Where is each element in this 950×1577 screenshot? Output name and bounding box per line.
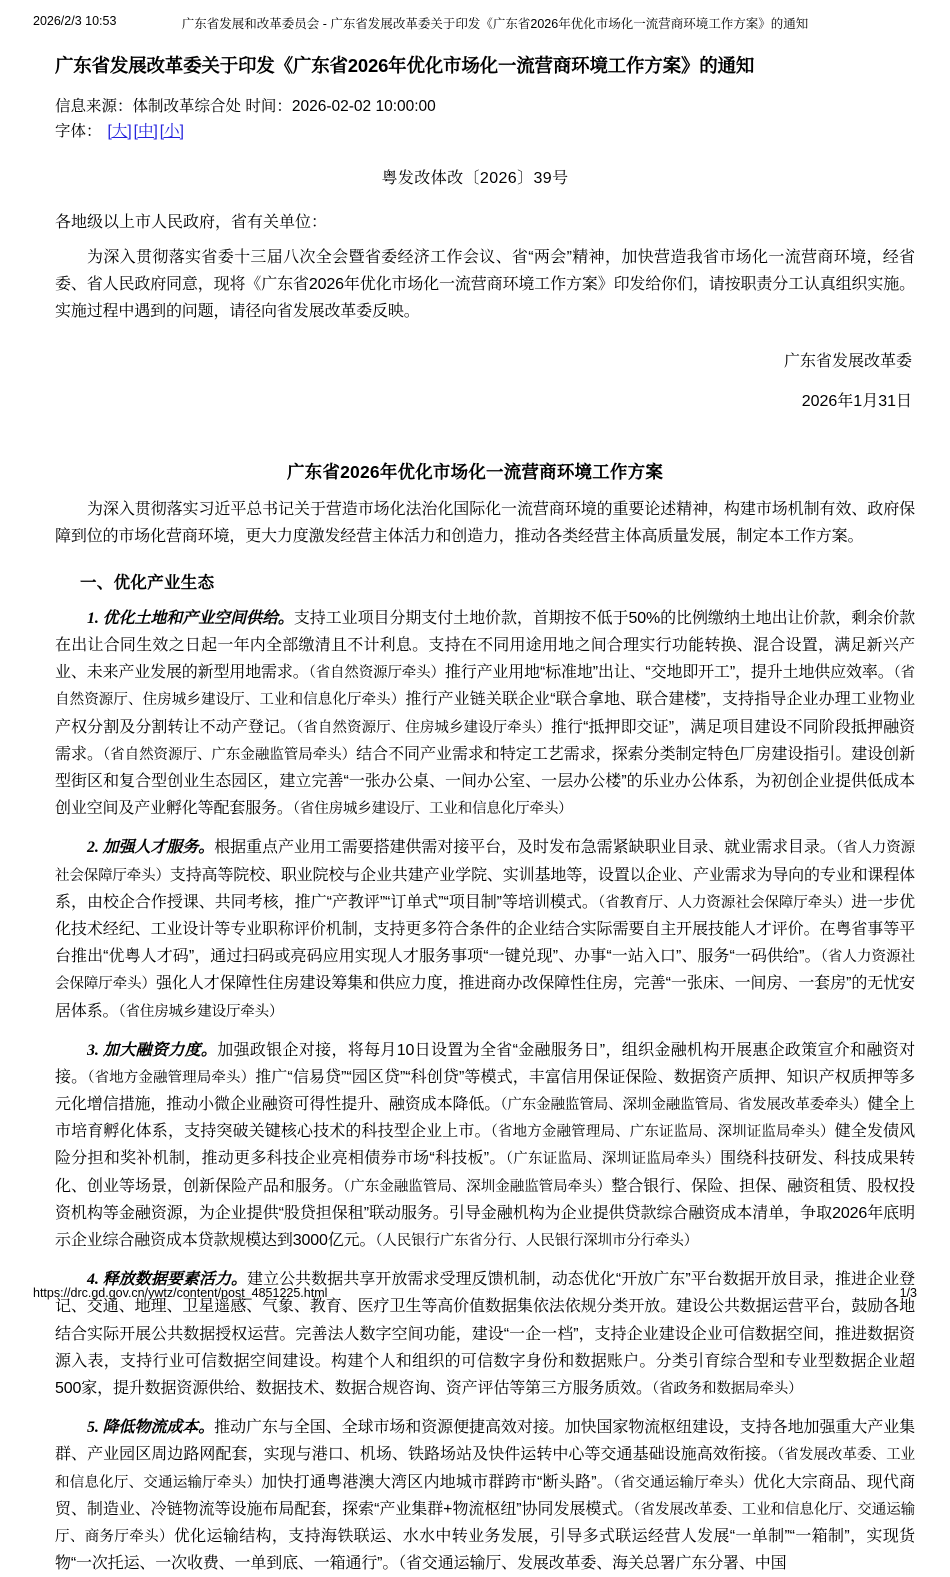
font-size-medium-link[interactable]: [中] (133, 122, 158, 140)
plan-item-1-lead: 1. 优化土地和产业空间供给。 (87, 609, 294, 627)
document-salutation: 各地级以上市人民政府，省有关单位： (55, 213, 328, 231)
plan-item-1 (0, 593, 950, 823)
document-number: 粤发改体改〔2026〕39号 (381, 169, 569, 187)
lead-department-note: （省住房城乡建设厅牵头） (118, 1003, 284, 1020)
section-heading-1: 一、优化产业生态 (80, 573, 215, 592)
print-footer-page-number: 1/3 (899, 1286, 917, 1300)
print-header-title: 广东省发展和改革委员会 - 广东省发展改革委关于印发《广东省2026年优化市场化一流营商环境工作方案》的通知 (181, 17, 809, 31)
lead-department-note: （广东证监局、深圳证监局牵头） (505, 1151, 721, 1168)
print-header-date: 2026/2/3 10:53 (33, 14, 117, 28)
plan-item-1-body: 支持工业项目分期支付土地价款，首期按不低于50%的比例缴纳土地出让价款，剩余价款在出让合同生效之日起一年内全部缴清且不计利息。支持在不同用途用地之间合理实行功能转换、混合设置，满足新兴产业、未来产业发展的新型用地需求。（省自然资源厅牵头）推行产业用地“标准地”出让、“交地即开工”，提升土地供应效率。（省自然资源厅、住房城乡建设厅、工业和信息化厅牵头）推行产业链关联企业“联合拿地、联合建楼”，支持指导企业办理工业物业产权分割及分割转让不动产登记。（省自然资源厅、住房城乡建设厅牵头）推行“抵押即交证”，满足项目建设不同阶段抵押融资需求。（省自然资源厅、广东金融监管局牵头）结合不同产业需求和特定工艺需求，探索分类制定特色厂房建设指引。建设创新型街区和复合型创业生态园区，建立完善“一张办公桌、一间办公室、一层办公楼”的乐业办公体系，为初创企业提供低成本创业空间及产业孵化等配套服务。（省住房城乡建设厅、工业和信息化厅牵头） (55, 609, 915, 818)
document-meta (0, 80, 950, 144)
plan-item-3-lead: 3. 加大融资力度。 (87, 1041, 218, 1059)
meta-source-value: 体制改革综合处 (132, 97, 242, 115)
plan-item-5-body: 推动广东与全国、全球市场和资源便捷高效对接。加快国家物流枢纽建设，支持各地加强重大产业集群、产业园区周边路网配套，实现与港口、机场、铁路场站及快件运转中心等交通基础设施高效衔接。（省发展改革委、工业和信息化厅、交通运输厅牵头）加快打通粤港澳大湾区内地城市群跨市“断头路”。（省交通运输厅牵头）优化大宗商品、现代商贸、制造业、冷链物流等设施布局配套，探索“产业集群+物流枢纽”协同发展模式。（省发展改革委、工业和信息化厅、交通运输厅、商务厅牵头）优化运输结构，支持海铁联运、水水中转业务发展，引导多式联运经营人发展“一单制”“一箱制”，实现货物“一次托运、一次收费、一单到底、一箱通行”。（省交通运输厅、发展改革委、海关总署广东分署、中国 (55, 1419, 916, 1573)
lead-department-note: （省交通运输厅牵头） (613, 1474, 754, 1491)
lead-department-note: （省人力资源社会保障厅牵头） (55, 840, 915, 884)
print-footer (0, 1286, 950, 1306)
plan-item-4-body: 建立公共数据共享开放需求受理反馈机制，动态优化“开放广东”平台数据开放目录，推进企业登记、交通、地理、卫星遥感、气象、教育、医疗卫生等高价值数据集依法依规分类开放。建设公共数据运营平台，鼓励各地结合实际开展公共数据授权运营。完善法人数字空间功能，建设“一企一档”，支持企业建设企业可信数据空间，推进数据资源入表，支持行业可信数据空间建设。构建个人和组织的可信数字身份和数据账户。分类引育综合型和专业型数据企业超500家，提升数据资源供给、数据技术、数据合规咨询、资产评估等第三方服务质效。（省政务和数据局牵头） (55, 1271, 915, 1397)
meta-source-time-row (55, 94, 895, 119)
meta-font-label: 字体： (55, 122, 102, 140)
plan-item-2-body: 根据重点产业用工需要搭建供需对接平台，及时发布急需紧缺职业目录、就业需求目录。（省人力资源社会保障厅牵头）支持高等院校、职业院校与企业共建产业学院、实训基地等，设置以企业、产业需求为导向的专业和课程体系，由校企合作授课、共同考核，推广“产教评”“订单式”“项目制”等培训模式。（省教育厅、人力资源社会保障厅牵头）进一步优化技术经纪、工业设计等专业职称评价机制，支持更多符合条件的企业结合实际需要自主开展技能人才评价。在粤省事等平台推出“优粤人才码”，通过扫码或亮码应用实现人才服务事项“一键兑现”、办事“一站入口”、服务“一码供给”。（省人力资源社会保障厅牵头）强化人才保障性住房建设筹集和供应力度，推进商办改保障性住房，完善“一张床、一间房、一套房”的无忧安居体系。（省住房城乡建设厅牵头） (55, 839, 916, 1020)
lead-department-note: （省自然资源厅、住房城乡建设厅、工业和信息化厅牵头） (55, 665, 915, 709)
plan-item-4-lead: 4. 释放数据要素活力。 (87, 1271, 248, 1289)
lead-department-note: （省发展改革委、工业和信息化厅、交通运输厅牵头） (55, 1447, 915, 1491)
lead-department-note: （广东金融监管局、深圳金融监管局、省发展改革委牵头） (500, 1097, 868, 1114)
meta-time-label: 时间： (245, 97, 292, 115)
plan-item-5 (0, 1402, 950, 1577)
plan-title: 广东省2026年优化市场化一流营商环境工作方案 (286, 461, 664, 482)
print-footer-url: https://drc.gd.gov.cn/ywtz/content/post_4851225.html (33, 1286, 328, 1300)
lead-department-note: （省政务和数据局牵头） (651, 1380, 803, 1397)
meta-source-label: 信息来源： (55, 97, 133, 115)
lead-department-note: （省自然资源厅牵头） (308, 665, 445, 682)
lead-department-note: （省自然资源厅、住房城乡建设厅牵头） (296, 719, 551, 736)
plan-item-4 (0, 1254, 950, 1402)
lead-department-note: （省人力资源社会保障厅牵头） (55, 949, 915, 993)
plan-item-2-lead: 2. 加强人才服务。 (87, 839, 215, 857)
plan-item-3 (0, 1025, 950, 1255)
lead-department-note: （省地方金融管理局、广东证监局、深圳证监局牵头） (490, 1124, 835, 1141)
lead-department-note: （省自然资源厅、广东金融监管局牵头） (102, 746, 357, 763)
plan-item-5-lead: 5. 降低物流成本。 (87, 1419, 215, 1437)
plan-preamble: 为深入贯彻落实习近平总书记关于营造市场化法治化国际化一流营商环境的重要论述精神，构建市场机制有效、政府保障到位的市场化营商环境，更大力度激发经营主体活力和创造力，推动各类经营主体高质量发展，制定本工作方案。 (55, 500, 915, 545)
plan-item-2 (0, 822, 950, 1024)
font-size-large-link[interactable]: [大] (107, 122, 132, 140)
document-intro-paragraph: 为深入贯彻落实省委十三届八次全会暨省委经济工作会议、省“两会”精神，加快营造我省市场化一流营商环境，经省委、省人民政府同意，现将《广东省2026年优化市场化一流营商环境工作方案》印发给你们，请按职责分工认真组织实施。实施过程中遇到的问题，请径向省发展改革委反映。 (55, 248, 915, 321)
lead-department-note: （省发展改革委、工业和信息化厅、交通运输厅、商务厅牵头） (55, 1501, 915, 1545)
lead-department-note: （省住房城乡建设厅、工业和信息化厅牵头） (292, 801, 573, 818)
lead-department-note: （广东金融监管局、深圳金融监管局牵头） (342, 1178, 612, 1195)
font-size-small-link[interactable]: [小] (159, 122, 184, 140)
lead-department-note: （省地方金融管理局牵头） (87, 1069, 256, 1086)
plan-item-3-body: 加强政银企对接，将每月10日设置为全省“金融服务日”，组织金融机构开展惠企政策宣介和融资对接。（省地方金融管理局牵头）推广“信易贷”“园区贷”“科创贷”等模式，丰富信用保证保险、数据资产质押、知识产权质押等多元化增信措施，推动小微企业融资可得性提升、融资成本降低。（广东金融监管局、深圳金融监管局、省发展改革委牵头）健全上市培育孵化体系，支持突破关键核心技术的科技型企业上市。（省地方金融管理局、广东证监局、深圳证监局牵头）健全发债风险分担和奖补机制，推动更多科技企业亮相债券市场“科技板”。（广东证监局、深圳证监局牵头）围绕科技研发、科技成果转化、创业等场景，创新保险产品和服务。（广东金融监管局、深圳金融监管局牵头）整合银行、保险、担保、融资租赁、股权投资机构等金融资源，为企业提供“股贷担保租”联动服务。引导金融机构为企业提供贷款综合融资成本清单，争取2026年底明示企业综合融资成本贷款规模达到3000亿元。（人民银行广东省分行、人民银行深圳市分行牵头） (55, 1041, 916, 1250)
page-title: 广东省发展改革委关于印发《广东省2026年优化市场化一流营商环境工作方案》的通知 (55, 55, 755, 76)
document-signature-date: 2026年1月31日 (801, 392, 912, 410)
lead-department-note: （省教育厅、人力资源社会保障厅牵头） (597, 894, 852, 911)
document-page (0, 44, 950, 1577)
print-header (0, 14, 950, 34)
meta-fontsize-row (55, 119, 895, 144)
lead-department-note: （人民银行广东省分行、人民银行深圳市分行牵头） (375, 1233, 699, 1250)
meta-time-value: 2026-02-02 10:00:00 (291, 97, 436, 115)
document-signature: 广东省发展改革委 (783, 352, 912, 370)
font-size-switcher (108, 123, 186, 140)
